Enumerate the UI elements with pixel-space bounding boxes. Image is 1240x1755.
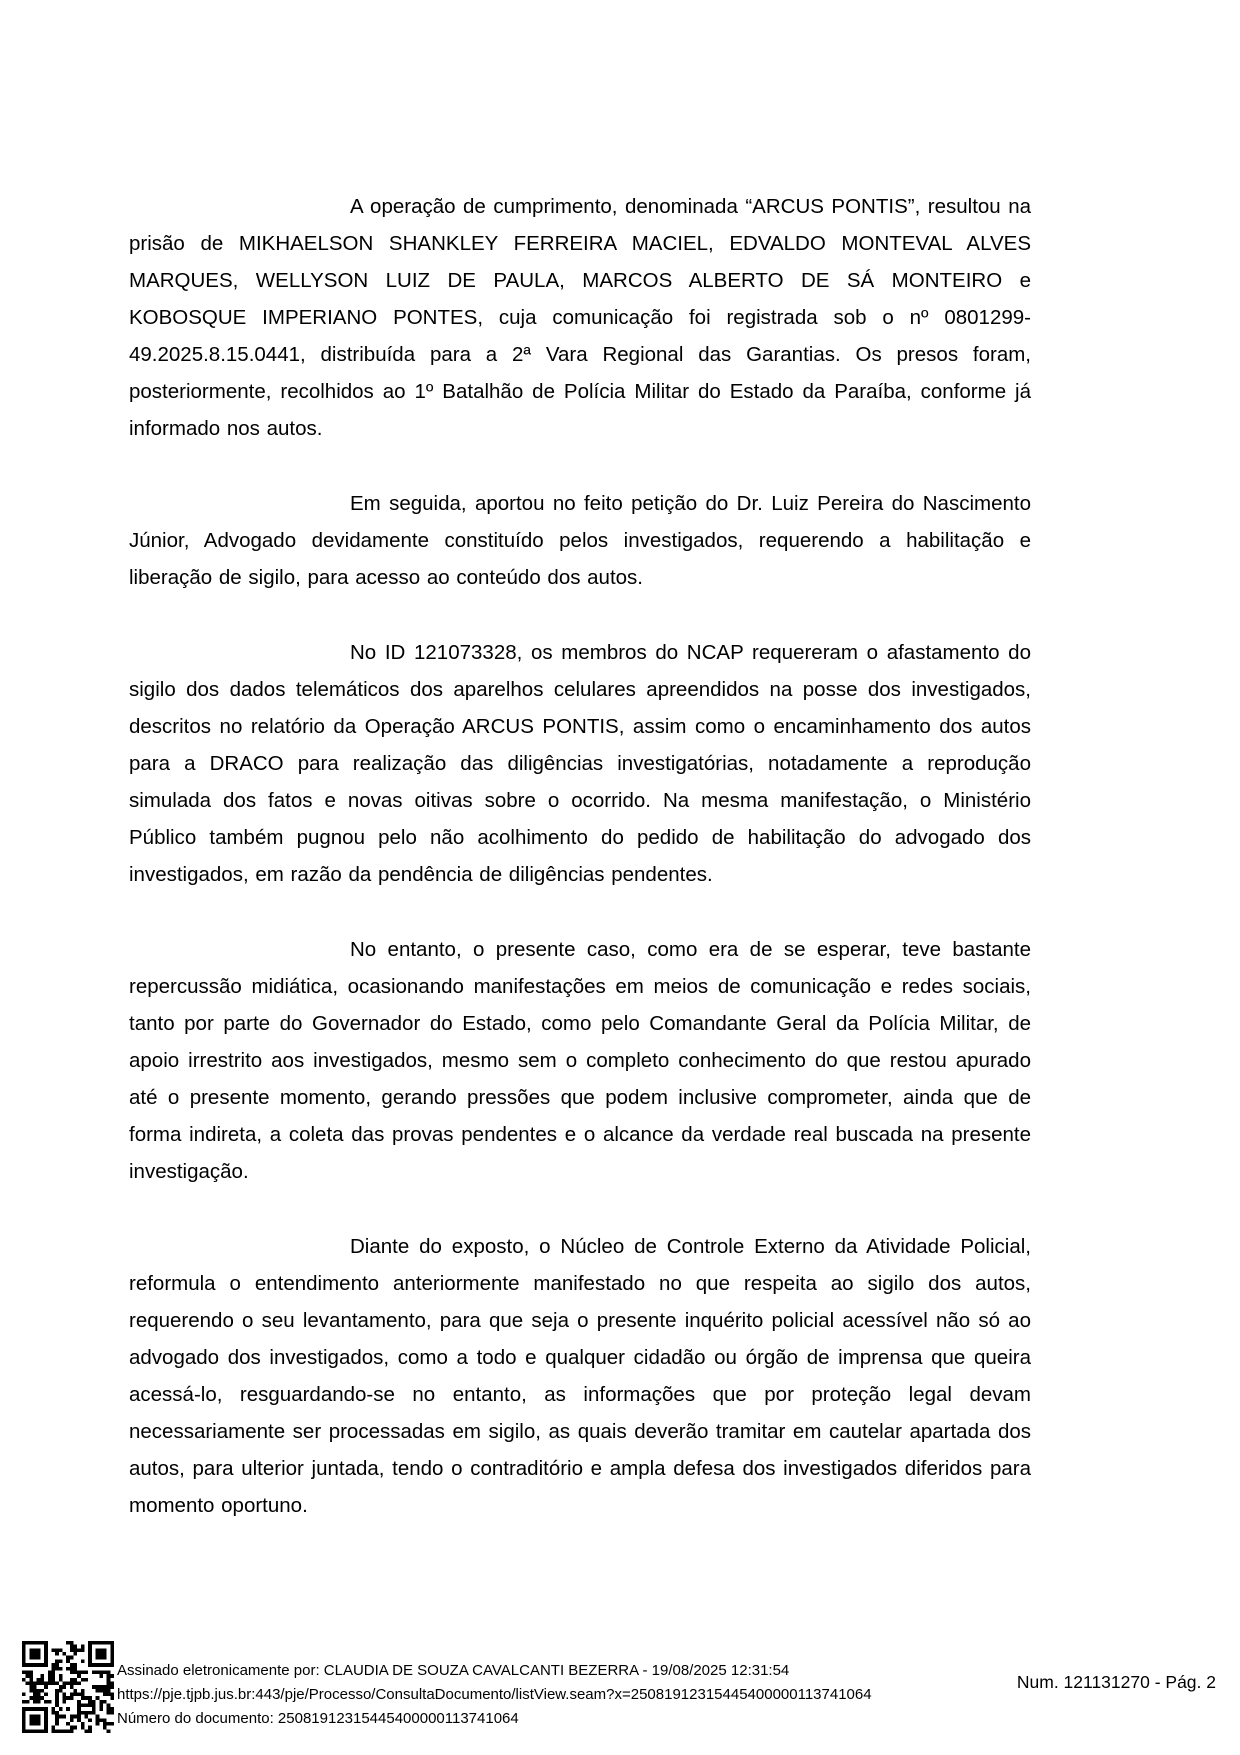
body-paragraph: No ID 121073328, os membros do NCAP requereram o afastamento do sigilo dos dados telemáticos dos aparelhos celulares apreendidos na posse dos investigados, descritos no relatório da Operação ARCUS PONTIS, assim como o encaminhamento dos autos para a DRACO para realização das diligências investigatórias, notadamente a reprodução simulada dos fatos e novas oitivas sobre o ocorrido. Na mesma manifestação, o Ministério Público também pugnou pelo não acolhimento do pedido de habilitação do advogado dos investigados, em razão da pendência de diligências pendentes. [129, 641, 1031, 886]
document-number: Número do documento: 25081912315445400000113741064 [117, 1710, 519, 1727]
body-paragraph: Em seguida, aportou no feito petição do Dr. Luiz Pereira do Nascimento Júnior, Advogado devidamente constituído pelos investigados, requerendo a habilitação e liberação de sigilo, para acesso ao conteúdo dos autos. [129, 492, 1031, 589]
qr-code-icon [22, 1641, 114, 1733]
body-paragraph: Diante do exposto, o Núcleo de Controle Externo da Atividade Policial, reformula o entendimento anteriormente manifestado no que respeita ao sigilo dos autos, requerendo o seu levantamento, para que seja o presente inquérito policial acessível não só ao advogado dos investigados, como a todo e qualquer cidadão ou órgão de imprensa que queira acessá-lo, resguardando-se no entanto, as informações que por proteção legal devam necessariamente ser processadas em sigilo, as quais deverão tramitar em cautelar apartada dos autos, para ulterior juntada, tendo o contraditório e ampla defesa dos investigados diferidos para momento oportuno. [129, 1235, 1031, 1517]
document-url: https://pje.tjpb.jus.br:443/pje/Processo/ConsultaDocumento/listView.seam?x=25081912315445400000113741064 [117, 1686, 872, 1703]
signature-line: Assinado eletronicamente por: CLAUDIA DE SOUZA CAVALCANTI BEZERRA - 19/08/2025 12:31:54 [117, 1662, 790, 1679]
page-number: Num. 121131270 - Pág. 2 [1016, 1672, 1216, 1692]
signature-block [117, 1659, 872, 1731]
document-body [129, 188, 1031, 1524]
body-paragraph: A operação de cumprimento, denominada “ARCUS PONTIS”, resultou na prisão de MIKHAELSON SHANKLEY FERREIRA MACIEL, EDVALDO MONTEVAL ALVES MARQUES, WELLYSON LUIZ DE PAULA, MARCOS ALBERTO DE SÁ MONTEIRO e KOBOSQUE IMPERIANO PONTES, cuja comunicação foi registrada sob o nº 0801299-49.2025.8.15.0441, distribuída para a 2ª Vara Regional das Garantias. Os presos foram, posteriormente, recolhidos ao 1º Batalhão de Polícia Militar do Estado da Paraíba, conforme já informado nos autos. [129, 195, 1031, 440]
body-paragraph: No entanto, o presente caso, como era de se esperar, teve bastante repercussão midiática, ocasionando manifestações em meios de comunicação e redes sociais, tanto por parte do Governador do Estado, como pelo Comandante Geral da Polícia Militar, de apoio irrestrito aos investigados, mesmo sem o completo conhecimento do que restou apurado até o presente momento, gerando pressões que podem inclusive comprometer, ainda que de forma indireta, a coleta das provas pendentes e o alcance da verdade real buscada na presente investigação. [129, 938, 1031, 1183]
